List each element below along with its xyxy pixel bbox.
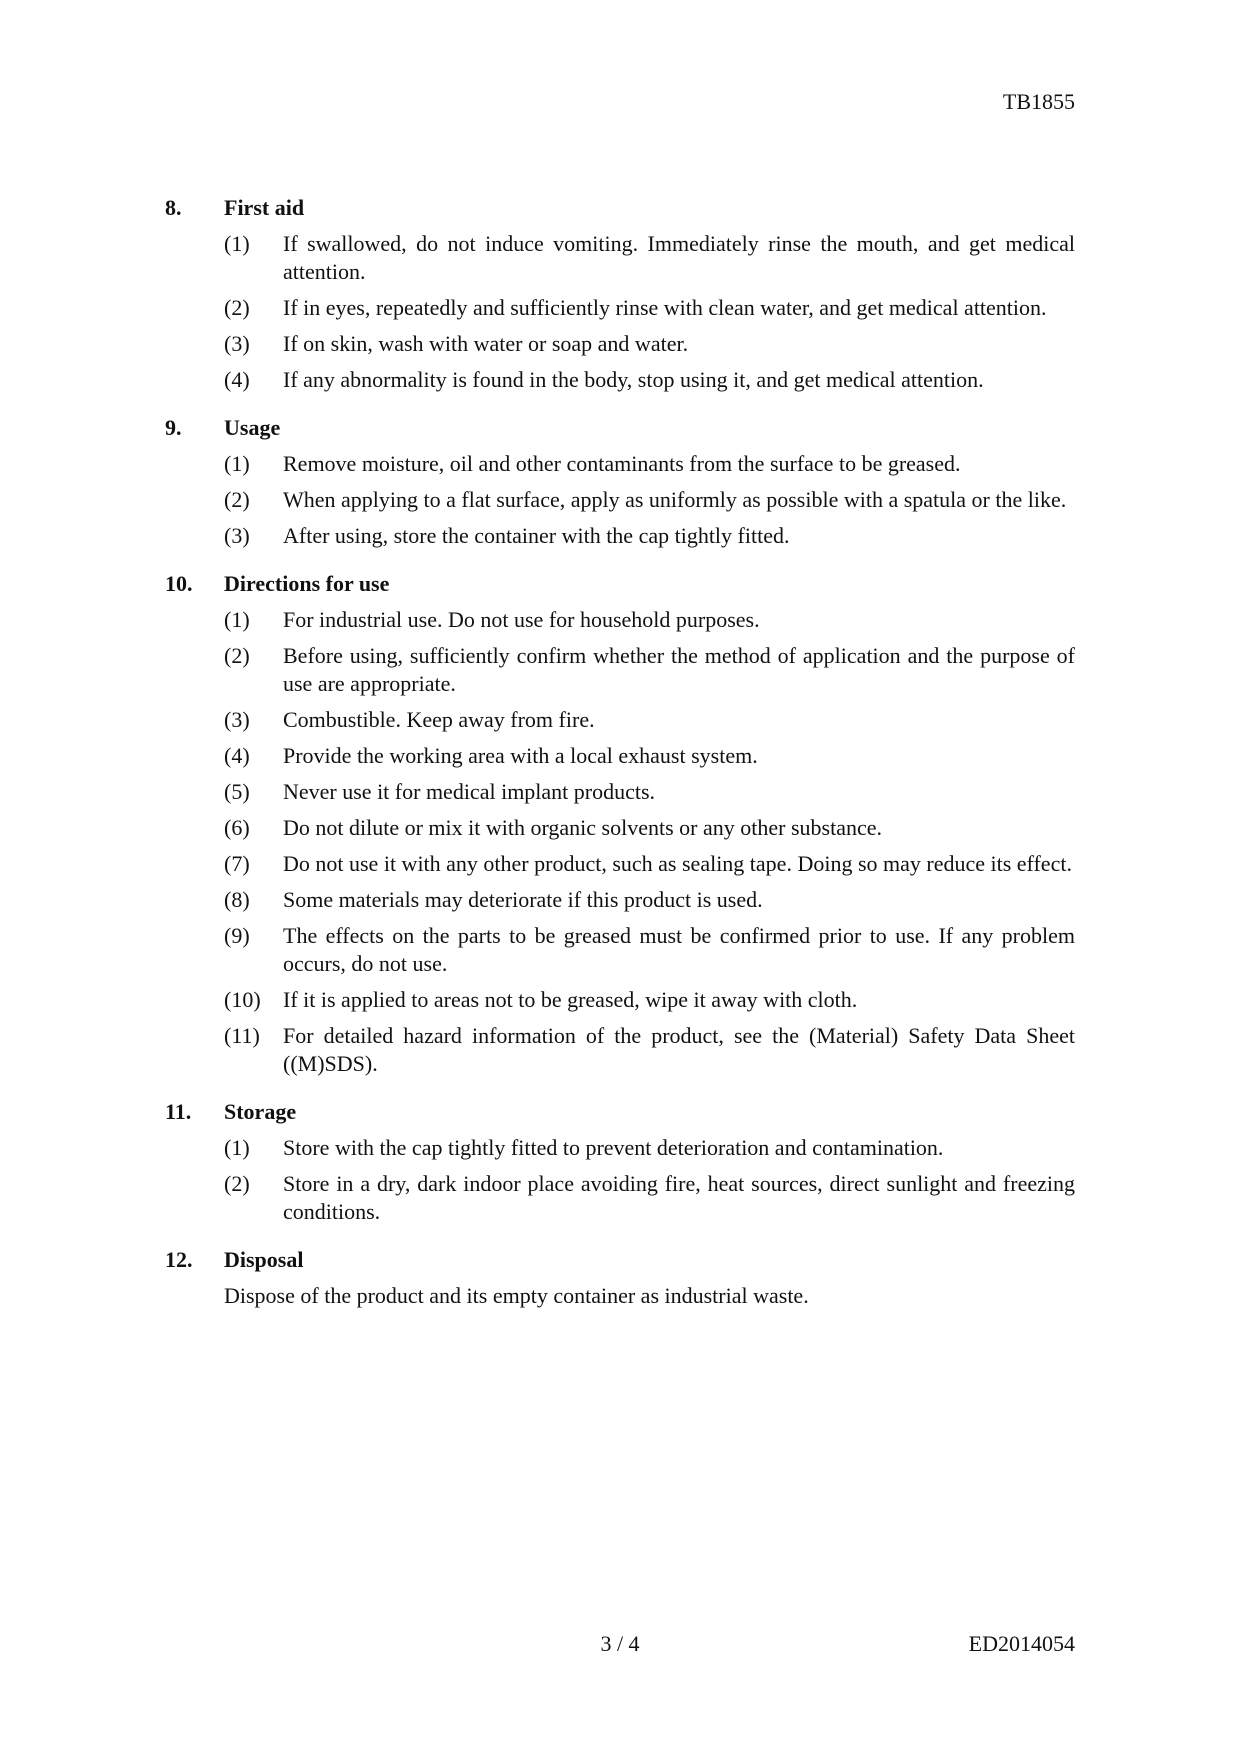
footer-doc-code: ED2014054 <box>968 1631 1075 1656</box>
section-heading <box>165 414 1075 442</box>
list-item <box>165 706 1075 734</box>
list-item <box>165 486 1075 514</box>
list-item-number: (2) <box>224 643 250 668</box>
footer-page-number: 3 / 4 <box>600 1631 640 1656</box>
list-item-text: Never use it for medical implant products. <box>283 779 656 804</box>
list-item-text: After using, store the container with the cap tightly fitted. <box>283 523 790 548</box>
list-item-text: For industrial use. Do not use for household purposes. <box>283 607 760 632</box>
list-item-number: (8) <box>224 887 250 912</box>
list-item-number: (10) <box>224 987 261 1012</box>
section-number: 9. <box>165 415 182 440</box>
list-item <box>165 294 1075 322</box>
list-item-text: When applying to a flat surface, apply as uniformly as possible with a spatula or the like. <box>283 487 1067 512</box>
list-item-text: If in eyes, repeatedly and sufficiently rinse with clean water, and get medical attention. <box>283 295 1047 320</box>
document-content <box>165 194 1075 1330</box>
list-item <box>165 850 1075 878</box>
list-item <box>165 230 1075 286</box>
section <box>165 414 1075 550</box>
list-item <box>165 922 1075 978</box>
list-item-number: (1) <box>224 1135 250 1160</box>
list-item <box>165 1134 1075 1162</box>
list-item-number: (3) <box>224 331 250 356</box>
section <box>165 194 1075 394</box>
list-item <box>165 886 1075 914</box>
list-item <box>165 606 1075 634</box>
list-item <box>165 450 1075 478</box>
list-item-number: (9) <box>224 923 250 948</box>
list-item-text: If swallowed, do not induce vomiting. Immediately rinse the mouth, and get medical attention. <box>283 231 1075 284</box>
list-item-number: (11) <box>224 1023 260 1048</box>
section <box>165 1098 1075 1226</box>
list-item-number: (4) <box>224 743 250 768</box>
list-item-text: Remove moisture, oil and other contaminants from the surface to be greased. <box>283 451 961 476</box>
section-number: 11. <box>165 1099 192 1124</box>
list-item-number: (1) <box>224 607 250 632</box>
list-item-text: Store in a dry, dark indoor place avoiding fire, heat sources, direct sunlight and freezing conditions. <box>283 1171 1075 1224</box>
section-title: Directions for use <box>224 571 390 596</box>
list-item-text: Some materials may deteriorate if this product is used. <box>283 887 763 912</box>
list-item-text: Combustible. Keep away from fire. <box>283 707 595 732</box>
section-heading <box>165 570 1075 598</box>
section-title: Storage <box>224 1099 297 1124</box>
list-item-text: Store with the cap tightly fitted to prevent deterioration and contamination. <box>283 1135 944 1160</box>
list-item <box>165 330 1075 358</box>
list-item-text: Do not dilute or mix it with organic solvents or any other substance. <box>283 815 882 840</box>
list-item <box>165 814 1075 842</box>
list-item-text: If it is applied to areas not to be greased, wipe it away with cloth. <box>283 987 858 1012</box>
section-number: 10. <box>165 571 193 596</box>
list-item-number: (2) <box>224 295 250 320</box>
list-item-number: (2) <box>224 487 250 512</box>
list-item-number: (5) <box>224 779 250 804</box>
list-item-number: (3) <box>224 523 250 548</box>
list-item <box>165 1022 1075 1078</box>
section-body: Dispose of the product and its empty container as industrial waste. <box>224 1283 809 1308</box>
section-title: First aid <box>224 195 305 220</box>
list-item-number: (7) <box>224 851 250 876</box>
list-item <box>165 642 1075 698</box>
section-title: Usage <box>224 415 281 440</box>
list-item <box>165 1170 1075 1226</box>
list-item-number: (1) <box>224 451 250 476</box>
list-item-number: (1) <box>224 231 250 256</box>
list-item <box>165 522 1075 550</box>
list-item-text: If any abnormality is found in the body, stop using it, and get medical attention. <box>283 367 984 392</box>
section-heading <box>165 1246 1075 1274</box>
section-heading <box>165 1098 1075 1126</box>
list-item-text: For detailed hazard information of the product, see the (Material) Safety Data Sheet ((M)SDS). <box>283 1023 1075 1076</box>
list-item-number: (3) <box>224 707 250 732</box>
list-item-text: Do not use it with any other product, such as sealing tape. Doing so may reduce its effect. <box>283 851 1072 876</box>
list-item-number: (6) <box>224 815 250 840</box>
section-number: 12. <box>165 1247 193 1272</box>
list-item-number: (4) <box>224 367 250 392</box>
list-item <box>165 366 1075 394</box>
section-number: 8. <box>165 195 182 220</box>
list-item-text: Before using, sufficiently confirm whether the method of application and the purpose of use are appropriate. <box>283 643 1075 696</box>
section-heading <box>165 194 1075 222</box>
list-item-number: (2) <box>224 1171 250 1196</box>
section <box>165 570 1075 1078</box>
section <box>165 1246 1075 1310</box>
list-item <box>165 778 1075 806</box>
section-title: Disposal <box>224 1247 304 1272</box>
list-item <box>165 742 1075 770</box>
header-doc-code: TB1855 <box>1002 89 1075 114</box>
list-item <box>165 986 1075 1014</box>
list-item-text: Provide the working area with a local exhaust system. <box>283 743 758 768</box>
list-item-text: If on skin, wash with water or soap and water. <box>283 331 689 356</box>
list-item-text: The effects on the parts to be greased must be confirmed prior to use. If any problem occurs, do not use. <box>283 923 1075 976</box>
